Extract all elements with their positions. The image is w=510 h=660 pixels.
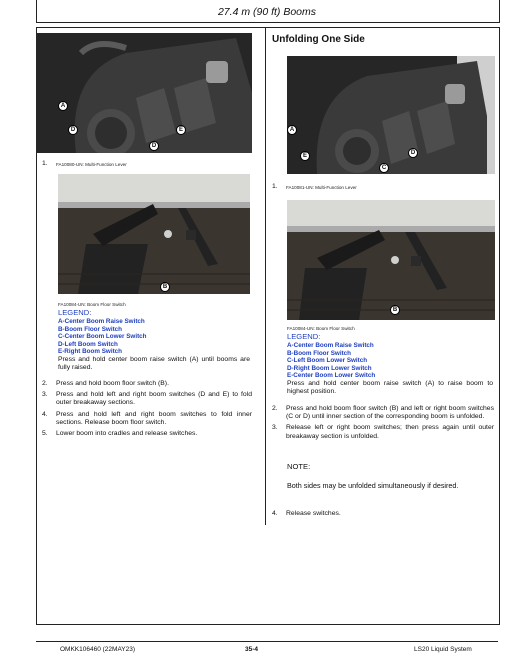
step-item [272, 424, 494, 440]
step-number: 2. [42, 380, 48, 387]
legend-list-right [287, 342, 375, 380]
legend-item: D-Right Boom Lower Switch [287, 364, 372, 372]
section-title: Unfolding One Side [272, 34, 365, 45]
legend-item: B-Boom Floor Switch [287, 349, 352, 357]
lever-illustration [36, 33, 252, 153]
step-item [272, 405, 494, 421]
footer-product: LS20 Liquid System [414, 646, 472, 653]
callout-c-right: C [379, 163, 389, 173]
legend-item: C-Left Boom Lower Switch [287, 357, 368, 365]
callout-d-right: D [408, 148, 418, 158]
note-block [287, 462, 493, 490]
step-item [42, 380, 252, 388]
step-text: Release switches. [286, 510, 341, 517]
fig2-caption: FA10084-UN: Boom Floor Switch [58, 302, 126, 307]
step-number: 3. [272, 424, 278, 432]
step-item [272, 510, 494, 518]
column-divider [265, 27, 266, 525]
floor-switch-illustration [58, 174, 250, 294]
legend-item: B-Boom Floor Switch [58, 325, 123, 333]
multi-function-lever-photo-right [287, 56, 495, 174]
note-label: NOTE: [287, 462, 311, 471]
step-number: 4. [272, 510, 278, 517]
step-item [42, 391, 252, 407]
step-number: 2. [272, 405, 278, 412]
callout-a-right: A [287, 125, 297, 135]
legend-item: E-Right Boom Switch [58, 348, 123, 356]
step-text: Press and hold boom floor switch (B). [56, 380, 169, 387]
legend-title-right: LEGEND: [287, 332, 321, 341]
legend-item: A-Center Boom Raise Switch [58, 318, 145, 325]
legend-item: A-Center Boom Raise Switch [287, 342, 374, 349]
step-intro-right: Press and hold center boom raise switch (A) to raise boom to highest position. [287, 380, 493, 396]
legend-list [58, 318, 147, 356]
legend-title: LEGEND: [58, 308, 92, 317]
footer-page-number: 35-4 [245, 646, 259, 653]
fig1-caption-right: FA10081-UN: Multi-Function Lever [286, 185, 357, 190]
boom-floor-switch-photo-right [287, 200, 495, 320]
step-number: 5. [42, 430, 48, 438]
step-number: 4. [42, 410, 48, 418]
fig1-number-right: 1. [272, 183, 278, 190]
fig1-caption: FA10080-UN: Multi-Function Lever [56, 162, 127, 167]
callout-d: D [68, 125, 78, 135]
legend-item: E-Center Boom Lower Switch [287, 372, 376, 380]
footer-doc-id: OMKK106460 (22MAY23) [60, 646, 136, 653]
callout-b-left: B [160, 282, 170, 292]
callout-e-right: E [300, 151, 310, 161]
step-item [42, 430, 252, 438]
multi-function-lever-photo [36, 33, 252, 153]
callout-b-right: B [390, 305, 400, 315]
step-text: Press and hold left and right boom switches to fold inner sections. Release boom floor switch. [56, 410, 252, 426]
step-text: Release left or right boom switches; then press again until outer breakaway section is unfolded. [286, 424, 494, 440]
step-item [42, 411, 252, 427]
callout-e: E [176, 125, 186, 135]
fig1-number: 1. [42, 160, 48, 167]
callout-a: A [58, 101, 68, 111]
boom-floor-switch-photo [58, 174, 250, 294]
note-text: Both sides may be unfolded simultaneously if desired. [287, 481, 459, 490]
legend-item: D-Left Boom Switch [58, 340, 118, 348]
step-text: Press and hold left and right boom switches (D and E) to fold outer breakaway sections. [56, 391, 252, 407]
step-list [42, 380, 252, 438]
fig2-caption-right: FA10084-UN: Boom Floor Switch [287, 326, 355, 331]
step-text: Press and hold boom floor switch (B) and left or right boom switches (C or D) until inner section of the corresponding boom is unfolded. [286, 405, 494, 421]
floor-switch-illustration-right [287, 200, 495, 320]
lever-illustration-right [287, 56, 495, 174]
step-number: 3. [42, 391, 48, 399]
step-text: Lower boom into cradles and release switches. [56, 430, 198, 438]
callout-d-lower: D [149, 141, 159, 151]
step-list-right [272, 405, 494, 441]
page-header-title: 27.4 m (90 ft) Booms [217, 6, 317, 18]
step-intro: Press and hold center boom raise switch (A) until booms are fully raised. [58, 356, 250, 372]
legend-item: C-Center Boom Lower Switch [58, 333, 147, 341]
footer-rule [36, 641, 498, 642]
